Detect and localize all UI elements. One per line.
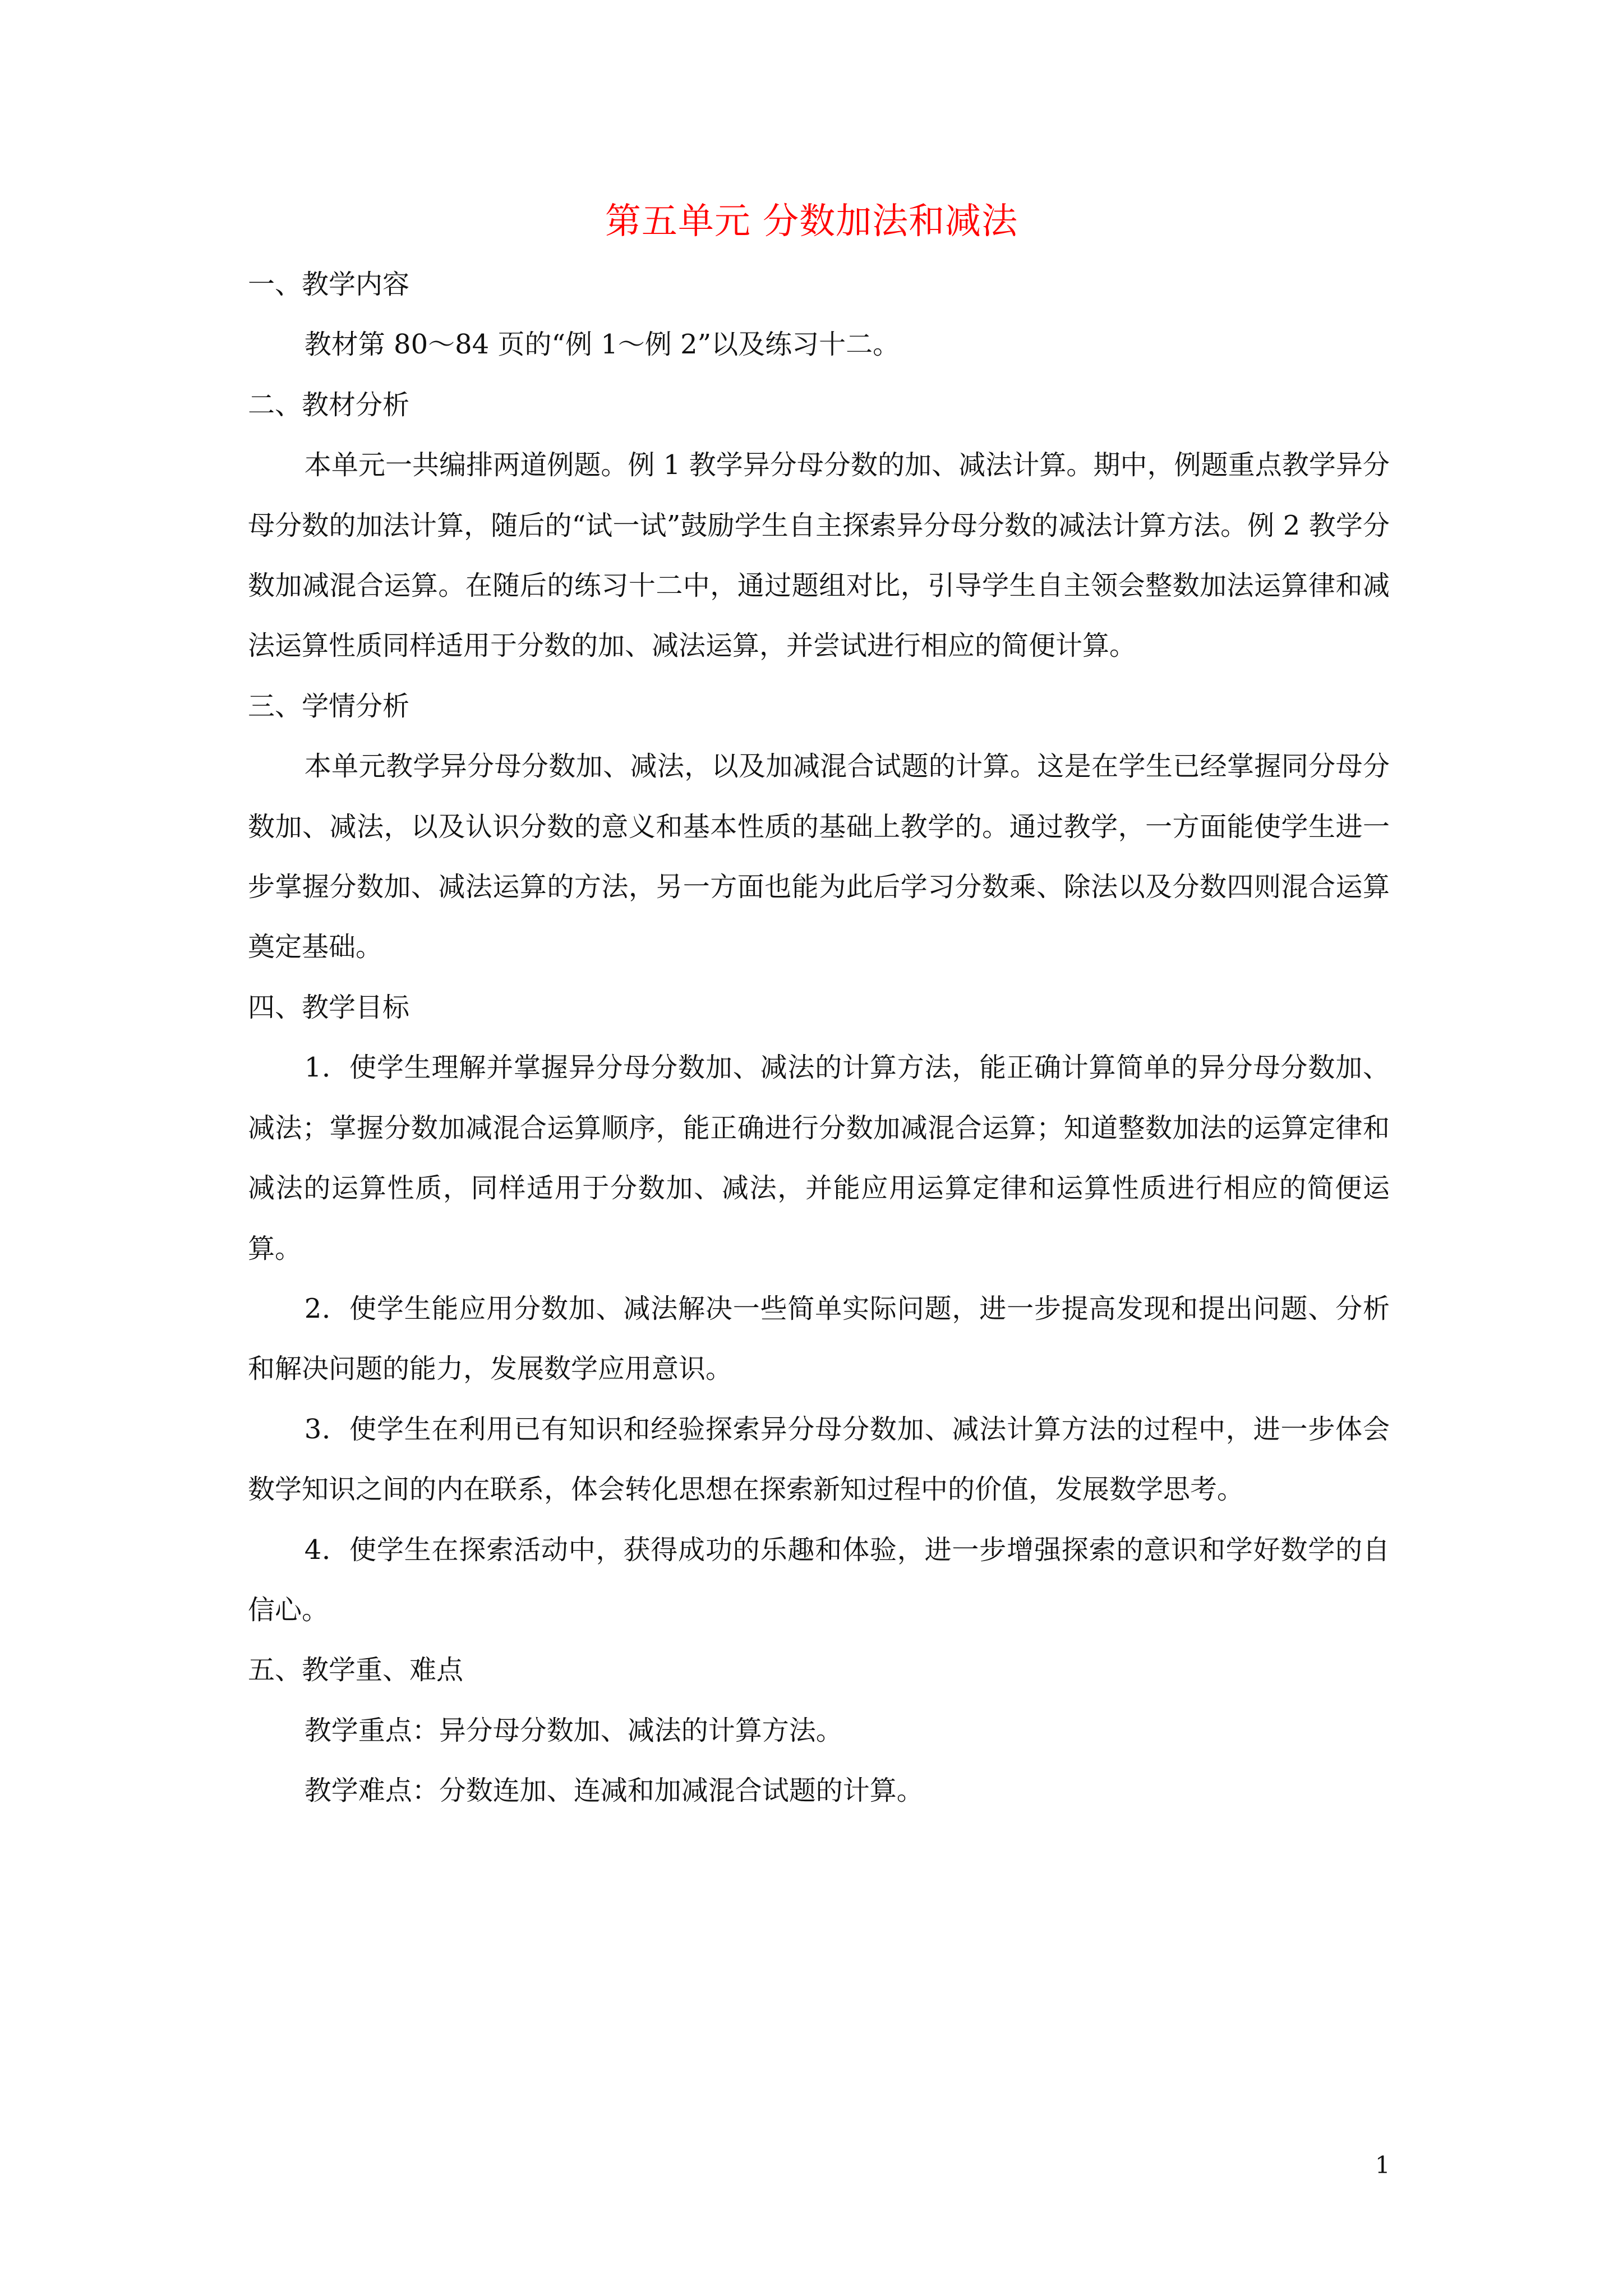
goal-item: 4．使学生在探索活动中，获得成功的乐趣和体验，进一步增强探索的意识和学好数学的自信心。	[248, 1534, 1390, 1626]
paragraph: 本单元一共编排两道例题。例 1 教学异分母分数的加、减法计算。期中，例题重点教学异分母分数的加法计算，随后的“试一试”鼓励学生自主探索异分母分数的减法计算方法。例 2 教学分数加减混合运算。在随后的练习十二中，通过题组对比，引导学生自主领会整数加法运算律和减法运算性质同样适用于分数的加、减法运算，并尝试进行相应的简便计算。	[248, 449, 1390, 662]
goal-item: 2．使学生能应用分数加、减法解决一些简单实际问题，进一步提高发现和提出问题、分析和解决问题的能力，发展数学应用意识。	[248, 1292, 1390, 1385]
goal-item: 1．使学生理解并掌握异分母分数加、减法的计算方法，能正确计算简单的异分母分数加、减法；掌握分数加减混合运算顺序，能正确进行分数加减混合运算；知道整数加法的运算定律和减法的运算性质，同样适用于分数加、减法，并能应用运算定律和运算性质进行相应的简便运算。	[248, 1052, 1390, 1264]
document-title: 第五单元 分数加法和减法	[605, 201, 1018, 242]
section-student-analysis	[248, 677, 1390, 978]
section-heading: 五、教学重、难点	[248, 1654, 464, 1686]
key-point: 教学重点：异分母分数加、减法的计算方法。	[304, 1714, 843, 1746]
section-teaching-content	[248, 255, 1390, 375]
difficult-point: 教学难点：分数连加、连减和加减混合试题的计算。	[304, 1775, 924, 1807]
section-heading: 三、学情分析	[248, 690, 410, 722]
section-teaching-goals	[248, 978, 1390, 1640]
paragraph: 本单元教学异分母分数加、减法，以及加减混合试题的计算。这是在学生已经掌握同分母分数加、减法，以及认识分数的意义和基本性质的基础上教学的。通过教学，一方面能使学生进一步掌握分数加、减法运算的方法，另一方面也能为此后学习分数乘、除法以及分数四则混合运算奠定基础。	[248, 751, 1390, 963]
document-body	[248, 255, 1390, 1821]
section-key-points	[248, 1640, 1390, 1821]
section-heading: 二、教材分析	[248, 389, 410, 421]
section-textbook-analysis	[248, 375, 1390, 677]
paragraph: 教材第 80～84 页的“例 1～例 2”以及练习十二。	[304, 329, 900, 361]
section-heading: 四、教学目标	[248, 991, 410, 1023]
goal-item: 3．使学生在利用已有知识和经验探索异分母分数加、减法计算方法的过程中，进一步体会数学知识之间的内在联系，体会转化思想在探索新知过程中的价值，发展数学思考。	[248, 1413, 1390, 1506]
section-heading: 一、教学内容	[248, 269, 410, 300]
page-number: 1	[1375, 2151, 1390, 2179]
